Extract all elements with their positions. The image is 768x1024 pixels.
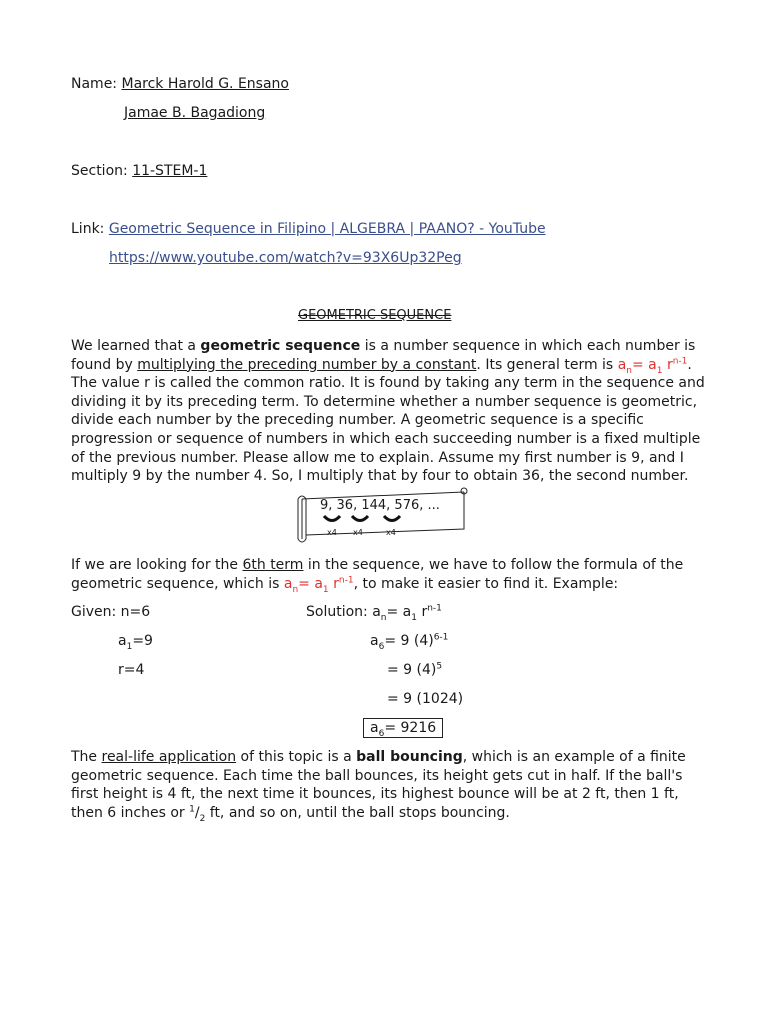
general-term-formula: $a_n= a_1$ $r^{n-1}$: [283, 574, 354, 595]
given-n: Given: n=6: [71, 604, 151, 620]
paragraph-real-life: [71, 748, 711, 822]
link-label: Link:: [71, 221, 109, 237]
text: , which is an example of a finite geometric sequence. Each time the ball bounces, its height gets cut in half. If the ball's first height is 4 ft, the next time it bounces, its highest bounce will be at 2 ft, then 1 ft, then 6 inches or: [71, 749, 686, 821]
section-heading: GEOMETRIC SEQUENCE: [298, 308, 452, 323]
section-value: 11-STEM-1: [132, 163, 208, 179]
video-url-link[interactable]: https://www.youtube.com/watch?v=93X6Up32Peg: [109, 250, 462, 266]
given-r: r=4: [118, 662, 145, 678]
text: of this topic is a: [236, 749, 357, 765]
multiplier-label: x4: [386, 528, 396, 537]
term-bold: geometric sequence: [200, 338, 361, 354]
solution-answer-box: $a_6= 9216$: [363, 718, 443, 738]
text: is a number sequence in which each number is found by: [71, 338, 696, 373]
video-title-link[interactable]: Geometric Sequence in Filipino | ALGEBRA | PAANO? - YouTube: [108, 221, 546, 237]
text: , to make it easier to find it. Example:: [353, 575, 619, 592]
sequence-scroll: [296, 487, 470, 543]
paragraph-example-intro: [71, 556, 711, 593]
student-name-2: Jamae B. Bagadiong: [124, 105, 266, 121]
paragraph-definition: [71, 337, 711, 486]
scroll-shape: [296, 487, 470, 543]
section-line: [71, 163, 207, 179]
text: . Its general term is: [476, 356, 618, 373]
fraction-half: $^1/_2$: [189, 804, 206, 824]
solution-step-2: = 9 $(4)^5$: [387, 661, 443, 678]
link-line: [71, 221, 546, 237]
multiplier-label: x4: [327, 528, 337, 537]
text: We learned that a: [71, 338, 201, 354]
underlined-phrase: 6th term: [242, 557, 304, 573]
name-line: [71, 76, 289, 92]
multiplier-label: x4: [353, 528, 363, 537]
text: If we are looking for the: [71, 557, 243, 573]
sequence-terms: 9, 36, 144, 576, ...: [320, 498, 440, 513]
text: The: [71, 749, 102, 765]
general-term-formula: $a_n= a_1$ $r^{n-1}$: [617, 355, 688, 376]
text: ft, and so on, until the ball stops bouncing.: [205, 804, 510, 821]
section-label: Section:: [71, 163, 133, 179]
student-name-1: Marck Harold G. Ensano: [121, 76, 289, 92]
underlined-phrase: real-life application: [101, 749, 237, 765]
underlined-phrase: multiplying the preceding number by a constant: [137, 356, 477, 373]
given-a1: $a_1=9$: [118, 633, 153, 652]
text: . The value r is called the common ratio. It is found by taking any term in the sequence and dividing it by its preceding term. To determine whether a number sequence is geometric, divide each number by the preceding number. A geometric sequence is a specific progression or sequence of numbers in which each succeeding number is a fixed multiple of the previous number. Please allow me to explain. Assume my first number is 9, and I multiply 9 by the number 4. So, I multiply that by four to obtain 36, the second number.: [71, 356, 705, 485]
solution-step-3: = 9 (1024): [387, 691, 464, 707]
term-bold: ball bouncing: [356, 749, 463, 765]
solution-formula: Solution: $a_n= a_1$ $r^{n-1}$: [306, 603, 442, 623]
name-label: Name:: [71, 76, 122, 92]
text: in the sequence, we have to follow the formula of the geometric sequence, which is: [71, 557, 684, 592]
solution-step-1: $a_6= 9$ $(4)^{6-1}$: [370, 632, 449, 652]
